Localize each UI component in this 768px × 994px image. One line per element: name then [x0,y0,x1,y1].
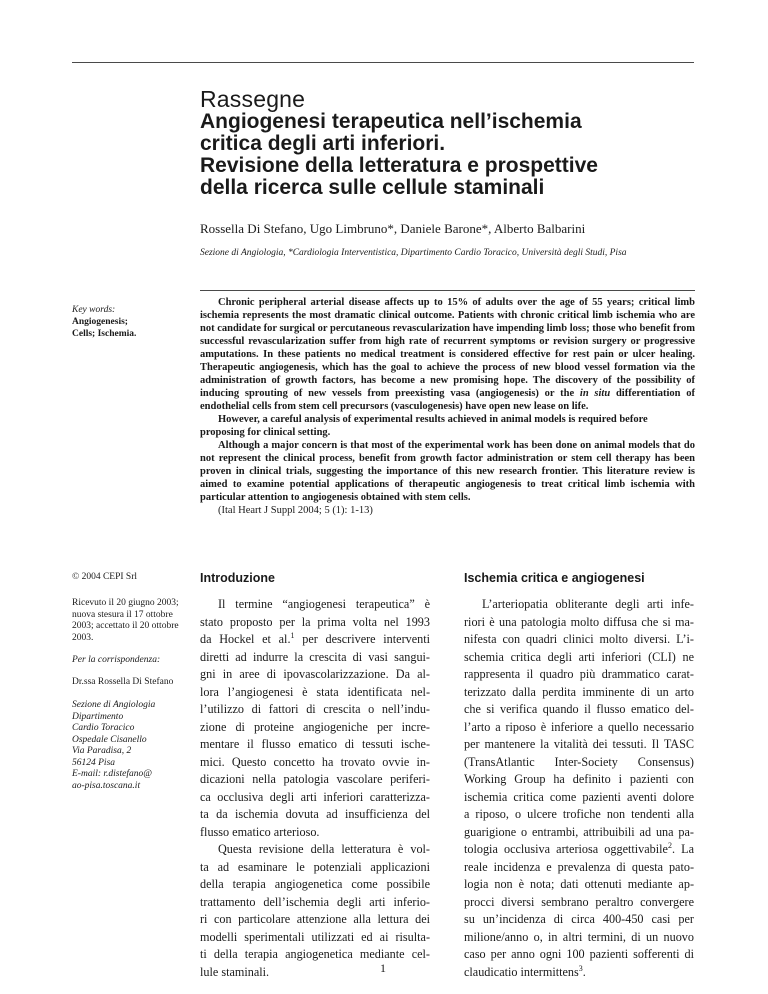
title-line: Angiogenesi terapeutica nell’ischemia [200,110,582,133]
body-line: Il termine “angiogenesi terapeutica” è [218,597,430,611]
body-line: stato proposto per la prima volta nel 1993 [200,614,430,629]
address-line: 56124 Pisa [72,757,116,768]
address-line: Ospedale Cisanello [72,734,147,745]
abstract-text: Chronic peripheral arterial disease affects up to 15% of adults over the age of 55 years; critical limb ischemia represents the most dramatic clinical outcome. Patients with chronic critical limb ischemia who are not candidate for surgical or percutaneous revascularization have impending limb loss; those who benefit from successful revascularization suffer from high rate of recurrent symptoms or revision surgery or progressive amputations. In these patients no medical treatment is considered effective for rest pain or ulcer healing. Therapeutic angiogenesis, which has the goal to achieve the process of new blood vessel formation via the administration of growth factors, has become a new promising hope. The discovery of the possibility of inducing sprouting of new vessels from preexisting vasa (angiogenesis) or the [200,297,695,399]
body-text: tologia occlusiva arteriosa oggettivabile [464,842,668,856]
body-line: ischemia critica come pazienti aventi dolore [464,789,694,804]
address-line: Sezione di Angiologia [72,700,156,710]
keywords-label: Key words: [72,305,116,315]
body-line: rappresenta il quadro più drammatico carat- [464,667,694,681]
body-line: mici. Questo concetto ha trovato ovvie in- [200,754,430,769]
section2-heading: Ischemia critica e angiogenesi [464,571,645,585]
address-line: Via Paradisa, 2 [72,746,132,756]
article-title [200,111,700,199]
body-line: a riposo, o ulcere trofiche non tendenti alla [464,807,694,821]
reference-mark[interactable]: 2 [667,840,672,850]
correspondence-name: Dr.ssa Rossella Di Stefano [72,677,174,687]
body-line: modelli sperimentali utilizzati ed ai risulta- [200,929,430,944]
body-line: logia non è nota; dati ottenuti mediante ap- [464,877,694,891]
body-text: . La [671,842,694,856]
body-line: che si verifica quando il flusso ematico del- [464,702,694,716]
abstract-paragraph: However, a careful analysis of experimental results achieved in animal models is required before proposing for clinical setting. [200,414,648,438]
authors: Rossella Di Stefano, Ugo Limbruno*, Daniele Barone*, Alberto Balbarini [200,221,586,236]
body-line: caso per anno ogni 100 pazienti sofferenti di [464,947,694,961]
body-text: per descrivere interventi [294,632,430,646]
body-line [200,631,430,649]
abstract-paragraph [200,296,695,413]
email-line[interactable]: E-mail: r.distefano@ [72,769,152,779]
body-line: schemia critica degli arti inferiori (CLI) ne [464,649,694,664]
body-line: Working Group ha definito i pazienti con [464,772,694,786]
body-line: flusso ematico arterioso. [200,824,320,839]
reference-mark[interactable]: 3 [578,963,583,973]
citation: (Ital Heart J Suppl 2004; 5 (1): 1-13) [218,505,373,516]
intro-column [200,570,430,981]
abstract-rule [200,290,695,291]
body-text: . [582,964,586,979]
top-rule [72,62,694,63]
section-label: Rassegne [200,86,306,112]
abstract-text: differentiation of endothelial cells from stem cell precursors (vasculogenesis) have open new lease on life. [200,388,695,412]
correspondence-address [72,700,184,792]
body-line: su un’incidenza di circa 400-450 casi per [464,912,694,926]
body-line: diretti ad indurre la crescita di vasi sangui- [200,649,430,664]
body-line: gni in aree di ipovascolarizzazione. Da al- [200,667,430,681]
body-line: l’arto a riposo è inferiore a quello necessario [464,719,694,734]
abstract-italic: in situ [579,388,611,399]
title-line: della ricerca sulle cellule staminali [200,176,545,199]
title-line: critica degli arti inferiori. [200,132,446,155]
body-line: trattamento dell’ischemia degli arti inferio- [200,894,430,909]
body-line: per mantenere la vitalità dei tessuti. Il TASC [464,737,694,751]
body-text: claudicatio intermittens [464,964,579,979]
body-line [464,841,694,859]
body-line: (TransAtlantic Inter-Society Consensus) [464,754,694,769]
abstract-paragraph: Although a major concern is that most of the experimental work has been done on animal models that do not represent the clinical process, benefit from growth factor administration or stem cell therapy has been proven in clinical trials, suggesting the importance of this new research frontier. This literature review is aimed to examine potential applications of therapeutic angiogenesis to treat critical limb ischemia with particular attention to angiogenesis obtained with stem cells. [200,440,695,503]
keywords [72,304,182,340]
body-line: ri con particolare attenzione alla lettura dei [200,912,430,926]
body-line: lora l’angiogenesi è stata identificata nel- [200,684,430,699]
intro-heading: Introduzione [200,571,275,585]
body-line: l’utilizzo di fattori di crescita o nell’indu- [200,702,430,716]
body-line: reale incidenza e prevalenza di questa pato- [464,859,694,874]
body-line: dicazioni nella patologia vascolare periferi- [200,772,430,786]
body-line: della terapia angiogenetica come possibile [200,877,430,891]
body-line: ca occlusiva degli arti inferiori caratterizza- [200,789,430,804]
body-line: guarigione o entrambi, attribuibili ad una pa- [464,824,694,839]
body-text: da Hockel et al. [200,632,291,646]
body-line: ta ad esaminare le potenziali applicazioni [200,859,430,874]
abstract [200,296,695,517]
body-line: nifesta con quadri clinici molto diversi. L’i- [464,632,694,646]
correspondence-label: Per la corrispondenza: [72,655,161,665]
body-line: lule staminali. [200,964,270,979]
body-line: ti della terapia angiogenetica mediante cel- [200,947,430,961]
address-line: Cardio Toracico [72,723,135,733]
title-line: Revisione della letteratura e prospettive [200,154,598,177]
body-line: riori è una patologia molto diffusa che si ma- [464,614,694,629]
received-dates: Ricevuto il 20 giugno 2003; nuova stesura il 17 ottobre 2003; accettato il 20 ottobre 2003. [72,598,179,643]
email-line[interactable]: ao-pisa.toscana.it [72,780,141,791]
body-line: ta da ischemia dovuta ad insufficienza del [200,807,430,821]
address-line: Dipartimento [72,711,124,722]
body-line: terizzato dalla perdita imminente di un arto [464,684,694,699]
body-line: mentare il flusso ematico di tessuti ische- [200,737,430,751]
keywords-list: Angiogenesis; Cells; Ischemia. [72,317,137,339]
body-line: procci diversi sembrano peraltro convergere [464,894,694,909]
page-number: 1 [380,961,386,975]
reference-mark[interactable]: 1 [290,630,295,640]
body-line [464,964,694,982]
body-line: L’arteriopatia obliterante degli arti infe- [482,597,694,611]
affiliation: Sezione di Angiologia, *Cardiologia Interventistica, Dipartimento Cardio Toracico, Università degli Studi, Pisa [200,248,627,258]
body-line: Questa revisione della letteratura è vol- [218,842,430,856]
body-line: milione/anno o, in altri termini, di un nuovo [464,929,694,944]
copyright: © 2004 CEPI Srl [72,572,138,582]
section2-column [464,570,694,981]
body-line: zione di proteine angiogeniche per incre- [200,719,430,734]
